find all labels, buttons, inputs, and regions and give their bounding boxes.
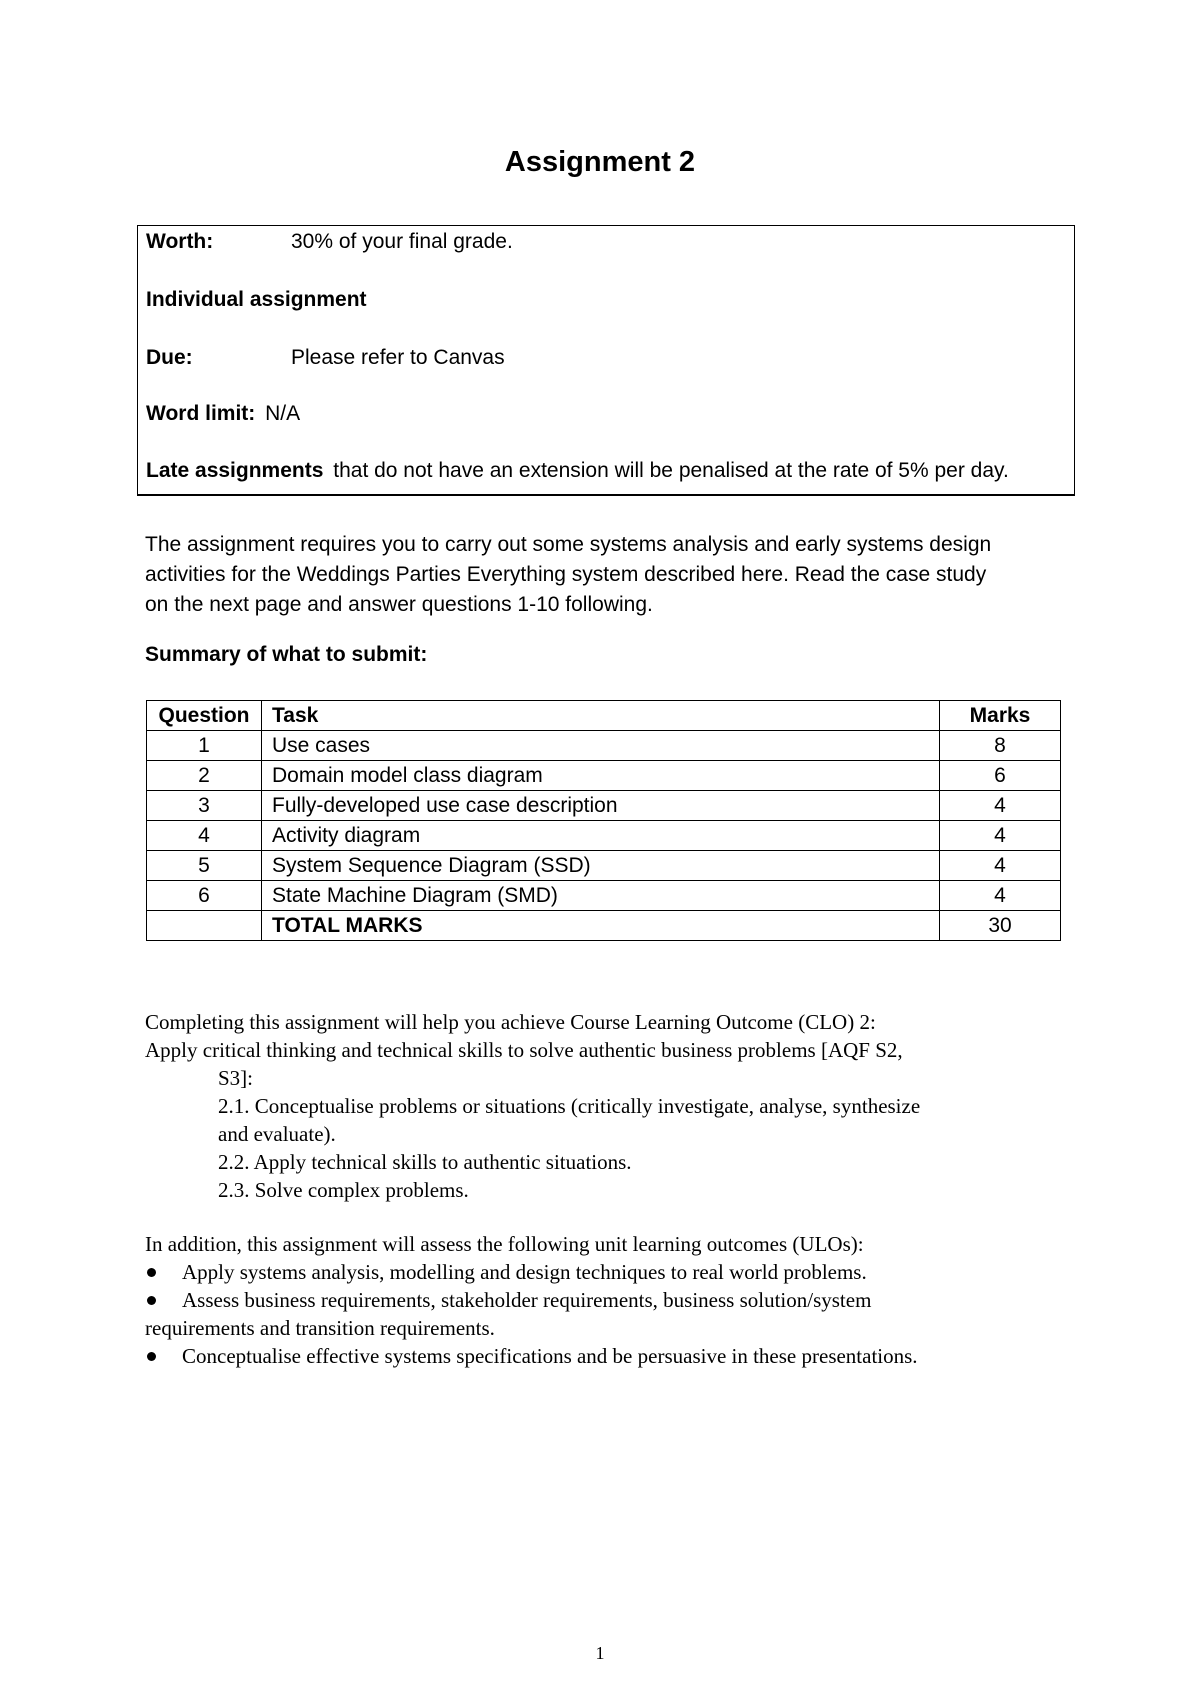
task-cell: Fully-developed use case description [262, 791, 940, 821]
ulo-bullet-text: Apply systems analysis, modelling and design techniques to real world problems. [182, 1260, 867, 1284]
marks-table [146, 700, 1061, 941]
assignment-info-box [137, 225, 1075, 495]
page-number: 1 [595, 1643, 605, 1663]
ulo-intro: In addition, this assignment will assess the following unit learning outcomes (ULOs): [145, 1232, 864, 1256]
task-cell: Domain model class diagram [262, 761, 940, 791]
worth-row [146, 230, 513, 254]
task-cell: Use cases [262, 731, 940, 761]
ulo-bullet [145, 1258, 1075, 1286]
ulo-bullet-text: Assess business requirements, stakeholder requirements, business solution/system [182, 1288, 872, 1312]
marks-cell: 4 [940, 881, 1061, 911]
clo-item-cont: and evaluate). [218, 1122, 336, 1146]
marks-cell: 4 [940, 791, 1061, 821]
table-header-row [147, 701, 1061, 731]
bullet-icon [147, 1296, 156, 1305]
clo-item: 2.1. Conceptualise problems or situations (critically investigate, analyse, synthesize [218, 1094, 921, 1118]
late-assignments-label: Late assignments [146, 459, 324, 482]
due-row [146, 346, 505, 370]
intro-line: activities for the Weddings Parties Everything system described here. Read the case study [145, 563, 987, 586]
ulo-bullet-cont: requirements and transition requirements. [145, 1316, 495, 1340]
table-row [147, 761, 1061, 791]
late-assignments-text: that do not have an extension will be penalised at the rate of 5% per day. [333, 459, 1009, 482]
bullet-icon [147, 1352, 156, 1361]
question-cell: 5 [147, 851, 262, 881]
ulo-bullet-text: Conceptualise effective systems specifications and be persuasive in these presentations. [182, 1344, 918, 1368]
intro-paragraph [145, 530, 1065, 620]
individual-assignment-label: Individual assignment [146, 288, 367, 311]
total-marks-value: 30 [940, 911, 1061, 941]
ulo-bullet [145, 1286, 1075, 1314]
intro-line: The assignment requires you to carry out some systems analysis and early systems design [145, 533, 992, 556]
intro-line: on the next page and answer questions 1-10 following. [145, 593, 653, 616]
task-cell: System Sequence Diagram (SSD) [262, 851, 940, 881]
ulo-section [145, 1230, 1075, 1370]
question-cell: 4 [147, 821, 262, 851]
summary-heading: Summary of what to submit: [145, 643, 428, 666]
clo-section [145, 1008, 1075, 1204]
table-row [147, 791, 1061, 821]
clo-statement: Apply critical thinking and technical skills to solve authentic business problems [AQF S2, [145, 1038, 903, 1062]
word-limit-label: Word limit: [146, 402, 256, 425]
task-cell: State Machine Diagram (SMD) [262, 881, 940, 911]
task-cell: Activity diagram [262, 821, 940, 851]
clo-statement-cont: S3]: [218, 1066, 254, 1090]
clo-item: 2.2. Apply technical skills to authentic situations. [218, 1150, 632, 1174]
word-limit-row [146, 402, 300, 426]
total-question-cell [147, 911, 262, 941]
ulo-bullet [145, 1342, 1075, 1370]
marks-cell: 4 [940, 851, 1061, 881]
table-row [147, 821, 1061, 851]
marks-cell: 8 [940, 731, 1061, 761]
question-cell: 6 [147, 881, 262, 911]
bullet-icon [147, 1268, 156, 1277]
total-row [147, 911, 1061, 941]
late-row [146, 459, 1009, 483]
question-cell: 3 [147, 791, 262, 821]
question-cell: 1 [147, 731, 262, 761]
question-cell: 2 [147, 761, 262, 791]
page-title: Assignment 2 [504, 146, 696, 178]
info-box-bottom-rule [137, 494, 1075, 496]
word-limit-value: N/A [265, 402, 301, 425]
clo-intro: Completing this assignment will help you achieve Course Learning Outcome (CLO) 2: [145, 1010, 876, 1034]
total-marks-label: TOTAL MARKS [262, 911, 940, 941]
table-row [147, 851, 1061, 881]
worth-label: Worth: [146, 230, 214, 253]
table-row [147, 881, 1061, 911]
marks-cell: 4 [940, 821, 1061, 851]
header-marks: Marks [940, 701, 1061, 731]
header-task: Task [262, 701, 940, 731]
header-question: Question [147, 701, 262, 731]
worth-value: 30% of your final grade. [291, 230, 513, 253]
individual-row [146, 288, 367, 312]
marks-cell: 6 [940, 761, 1061, 791]
due-label: Due: [146, 346, 193, 369]
due-value: Please refer to Canvas [291, 346, 505, 369]
table-row [147, 731, 1061, 761]
clo-item: 2.3. Solve complex problems. [218, 1178, 469, 1202]
